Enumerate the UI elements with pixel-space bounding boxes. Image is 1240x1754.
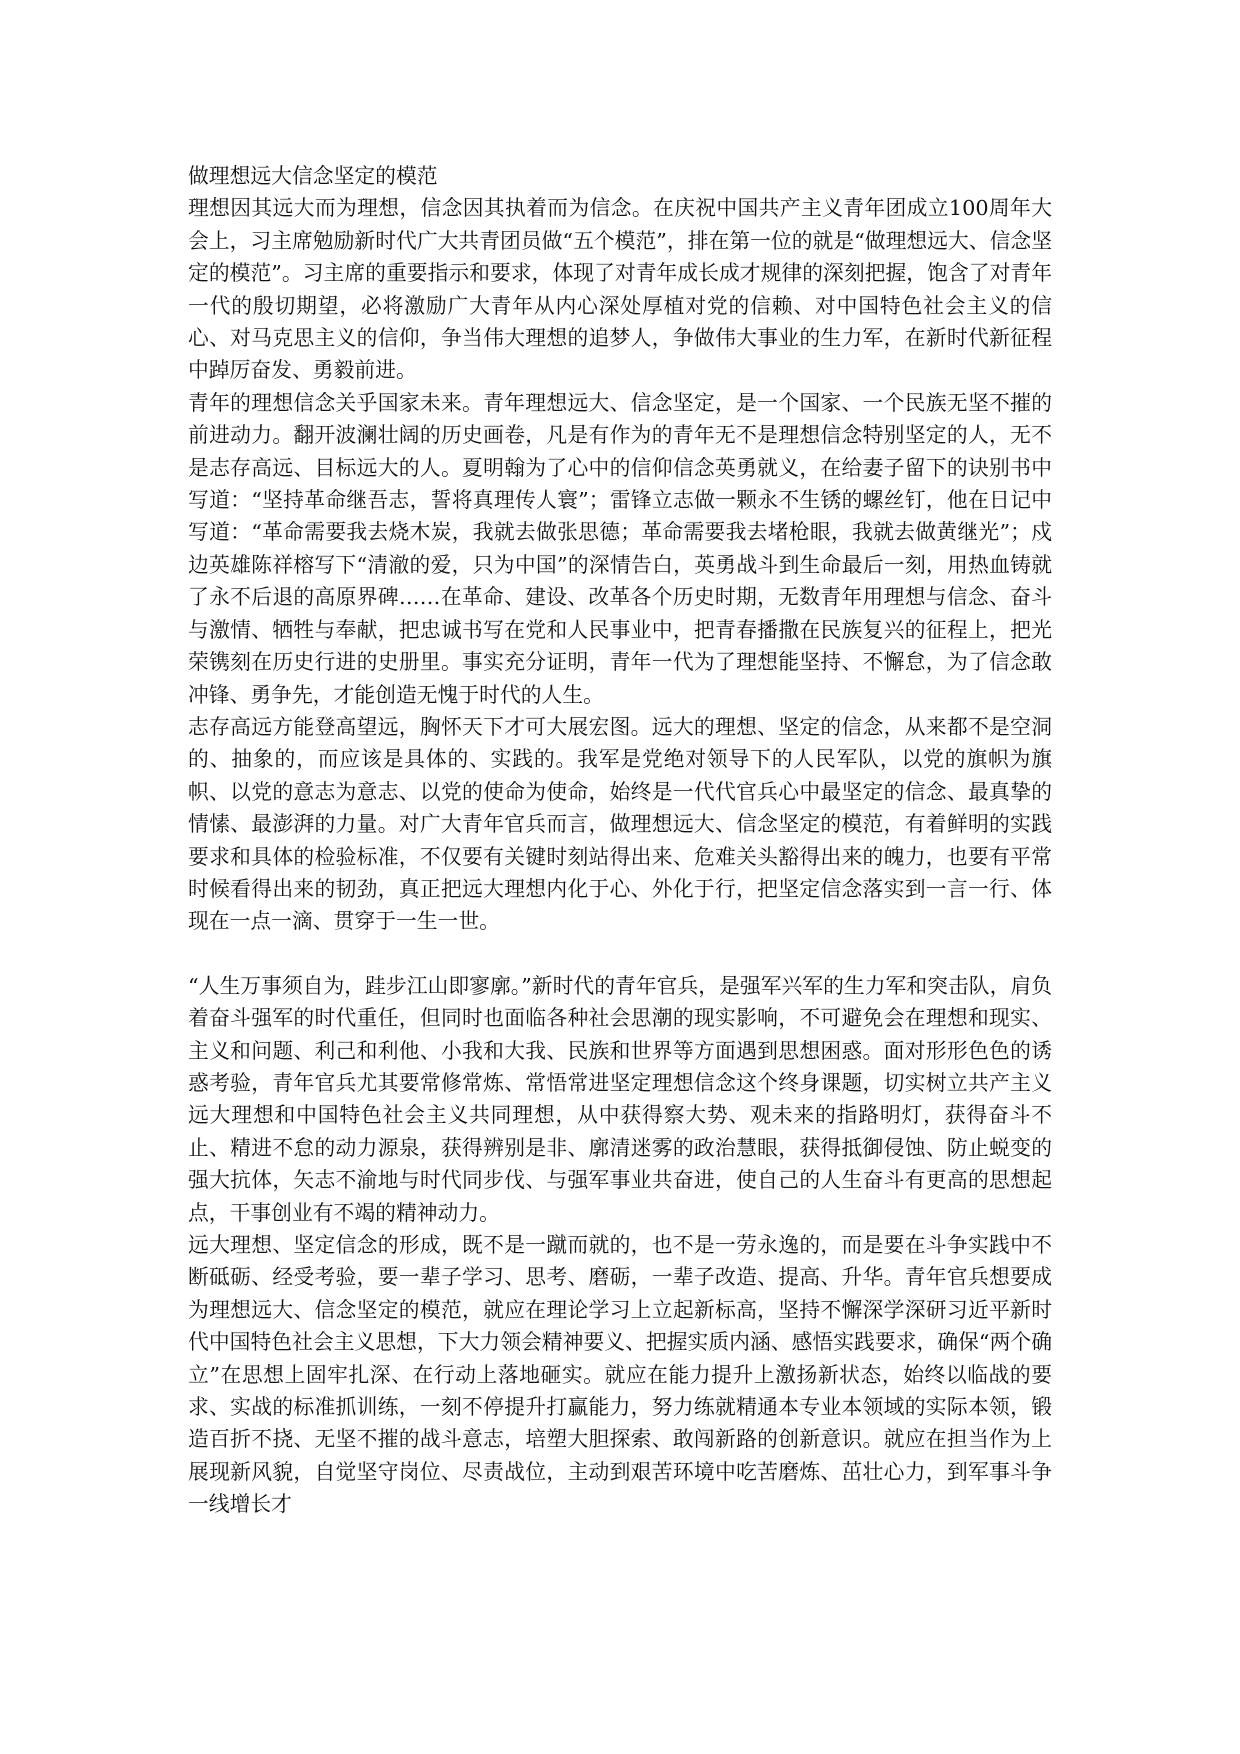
paragraph-5: 远大理想、坚定信念的形成，既不是一蹴而就的，也不是一劳永逸的，而是要在斗争实践中不断砥砺、经受考验，要一辈子学习、思考、磨砺，一辈子改造、提高、升华。青年官兵想要成为理想远大、信念坚定的模范，就应在理论学习上立起新标高，坚持不懈深学深研习近平新时代中国特色社会主义思想，下大力领会精神要义、把握实质内涵、感悟实践要求，确保“两个确立”在思想上固牢扎深、在行动上落地砸实。就应在能力提升上激扬新状态，始终以临战的要求、实战的标准抓训练，一刻不停提升打赢能力，努力练就精通本专业本领域的实际本领，锻造百折不挠、无坚不摧的战斗意志，培塑大胆探索、敢闯新路的创新意识。就应在担当作为上展现新风貌，自觉坚守岗位、尽责战位，主动到艰苦环境中吃苦磨炼、茁壮心力，到军事斗争一线增长才: [188, 1233, 1052, 1517]
document-title: 做理想远大信念坚定的模范: [188, 164, 438, 188]
paragraph-3: 志存高远方能登高望远，胸怀天下才可大展宏图。远大的理想、坚定的信念，从来都不是空洞的、抽象的，而应该是具体的、实践的。我军是党绝对领导下的人民军队，以党的旗帜为旗帜、以党的意志为意志、以党的使命为使命，始终是一代代官兵心中最坚定的信念、最真挚的情愫、最澎湃的力量。对广大青年官兵而言，做理想远大、信念坚定的模范，有着鲜明的实践要求和具体的检验标准，不仅要有关键时刻站得出来、危难关头豁得出来的魄力，也要有平常时候看得出来的韧劲，真正把远大理想内化于心、外化于行，把坚定信念落实到一言一行、体现在一点一滴、贯穿于一生一世。: [188, 714, 1052, 934]
document-page: [188, 160, 1052, 1521]
paragraph-4: “人生万事须自为，跬步江山即寥廓。”新时代的青年官兵，是强军兴军的生力军和突击队，肩负着奋斗强军的时代重任，但同时也面临各种社会思潮的现实影响，不可避免会在理想和现实、主义和问题、利己和利他、小我和大我、民族和世界等方面遇到思想困惑。面对形形色色的诱惑考验，青年官兵尤其要常修常炼、常悟常进坚定理想信念这个终身课题，切实树立共产主义远大理想和中国特色社会主义共同理想，从中获得察大势、观未来的指路明灯，获得奋斗不止、精进不怠的动力源泉，获得辨别是非、廓清迷雾的政治慧眼，获得抵御侵蚀、防止蜕变的强大抗体，矢志不渝地与时代同步伐、与强军事业共奋进，使自己的人生奋斗有更高的思想起点，干事创业有不竭的精神动力。: [188, 973, 1052, 1225]
paragraph-2: 青年的理想信念关乎国家未来。青年理想远大、信念坚定，是一个国家、一个民族无坚不摧的前进动力。翻开波澜壮阔的历史画卷，凡是有作为的青年无不是理想信念特别坚定的人，无不是志存高远、目标远大的人。夏明翰为了心中的信仰信念英勇就义，在给妻子留下的诀别书中写道：“坚持革命继吾志，誓将真理传人寰”；雷锋立志做一颗永不生锈的螺丝钉，他在日记中写道：“革命需要我去烧木炭，我就去做张思德；革命需要我去堵枪眼，我就去做黄继光”；戍边英雄陈祥榕写下“清澈的爱，只为中国”的深情告白，英勇战斗到生命最后一刻，用热血铸就了永不后退的高原界碑……在革命、建设、改革各个历史时期，无数青年用理想与信念、奋斗与激情、牺牲与奉献，把忠诚书写在党和人民事业中，把青春播撒在民族复兴的征程上，把光荣镌刻在历史行进的史册里。事实充分证明，青年一代为了理想能坚持、不懈怠，为了信念敢冲锋、勇争先，才能创造无愧于时代的人生。: [188, 390, 1052, 707]
paragraph-gap: [188, 938, 1052, 970]
paragraph-1: 理想因其远大而为理想，信念因其执着而为信念。在庆祝中国共产主义青年团成立100周年大会上，习主席勉励新时代广大共青团员做“五个模范”，排在第一位的就是“做理想远大、信念坚定的模范”。习主席的重要指示和要求，体现了对青年成长成才规律的深刻把握，饱含了对青年一代的殷切期望，必将激励广大青年从内心深处厚植对党的信赖、对中国特色社会主义的信心、对马克思主义的信仰，争当伟大理想的追梦人，争做伟大事业的生力军，在新时代新征程中踔厉奋发、勇毅前进。: [188, 196, 1052, 383]
